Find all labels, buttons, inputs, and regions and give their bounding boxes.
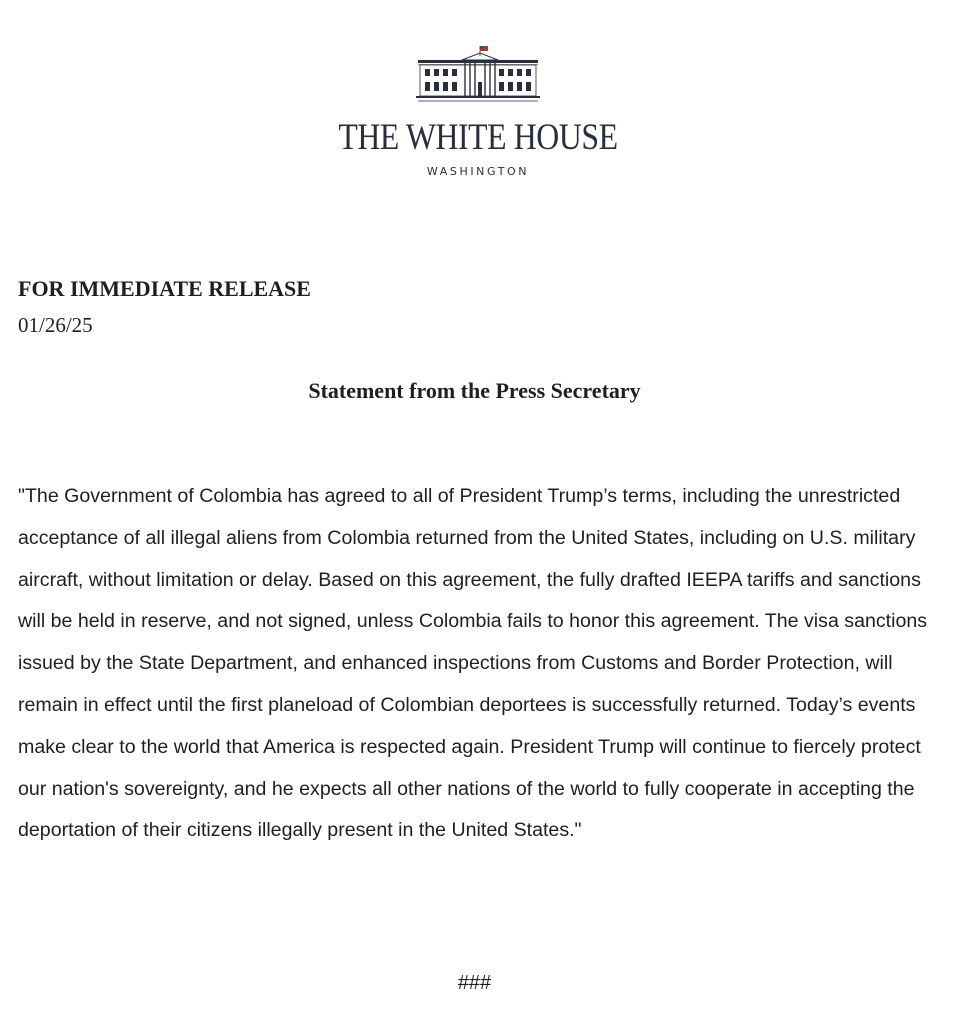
- end-mark: ###: [457, 972, 492, 994]
- release-label: FOR IMMEDIATE RELEASE: [18, 276, 311, 301]
- letterhead-name: THE WHITE HOUSE: [338, 117, 618, 158]
- statement-title: Statement from the Press Secretary: [308, 378, 641, 403]
- letterhead-city: WASHINGTON: [426, 165, 530, 178]
- white-house-building-icon: [416, 42, 540, 104]
- statement-body: "The Government of Colombia has agreed to all of President Trump’s terms, including the unrestricted acceptance of all illegal aliens from Colombia returned from the United States, including on U.S. military aircraft, without limitation or delay. Based on this agreement, the fully drafted IEEPA tariffs and sanctions will be held in reserve, and not signed, unless Colombia fails to honor this agreement. The visa sanctions issued by the State Department, and enhanced inspections from Customs and Border Protection, will remain in effect until the first planeload of Colombian deportees is successfully returned. Today’s events make clear to the world that America is respected again. President Trump will continue to fiercely protect our nation's sovereignty, and he expects all other nations of the world to fully cooperate in accepting the deportation of their citizens illegally present in the United States.": [18, 485, 928, 842]
- letterhead: [0, 42, 956, 178]
- release-date: 01/26/25: [18, 313, 93, 337]
